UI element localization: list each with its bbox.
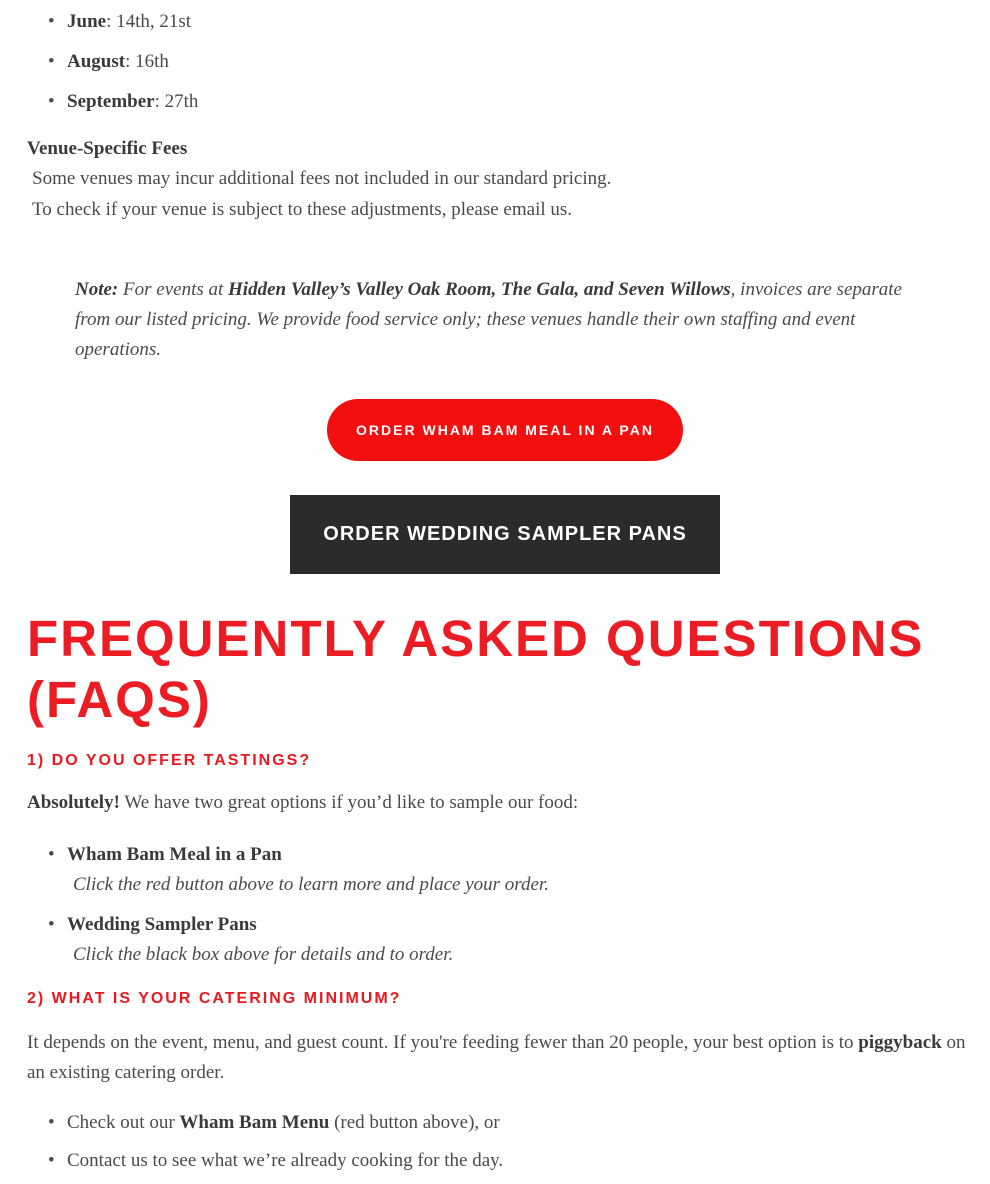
date-month: June [67, 11, 107, 32]
list-item [27, 80, 198, 120]
venue-fees-line: To check if your venue is subject to these adjustments, please email us. [32, 199, 573, 220]
order-wedding-sampler-button[interactable]: ORDER WEDDING SAMPLER PANS [290, 495, 720, 574]
date-days: : 27th [154, 91, 199, 112]
event-dates-list [27, 0, 198, 120]
intro-emphasis: Absolutely! [27, 792, 120, 813]
option-title: Wedding Sampler Pans [67, 914, 257, 935]
note-prefix: For events at [118, 279, 229, 300]
item-text: Contact us to see what we’re already cooking for the day. [67, 1150, 504, 1171]
order-meal-in-a-pan-button[interactable]: ORDER WHAM BAM MEAL IN A PAN [327, 399, 683, 461]
date-days: : 16th [125, 51, 169, 72]
date-month: September [67, 91, 155, 112]
venue-fees-line: Some venues may incur additional fees not included in our standard pricing. [32, 168, 612, 189]
faq-title-line: FREQUENTLY ASKED QUESTIONS [27, 610, 925, 667]
bullet-icon: • [48, 1150, 55, 1171]
faq-answer-intro [27, 792, 578, 814]
bullet-icon: • [48, 914, 55, 935]
list-item [27, 1108, 503, 1146]
bullet-icon: • [48, 91, 55, 112]
item-text: Check out our [67, 1112, 180, 1133]
venue-fees-title: Venue-Specific Fees [27, 138, 188, 159]
faq-question-heading: 1) DO YOU OFFER TASTINGS? [27, 752, 312, 769]
faq-title-line: (FAQS) [27, 671, 212, 728]
faq-answer-paragraph [27, 1028, 972, 1088]
list-item [27, 910, 549, 980]
option-title: Wham Bam Meal in a Pan [67, 844, 282, 865]
venue-note [75, 275, 935, 365]
option-description: Click the black box above for details and to order. [73, 944, 454, 965]
option-description: Click the red button above to learn more and place your order. [73, 874, 549, 895]
note-venues: Hidden Valley’s Valley Oak Room, The Gala, and Seven Willows [228, 279, 731, 300]
date-month: August [67, 51, 126, 72]
list-item [27, 40, 198, 80]
list-item [27, 0, 198, 40]
faq-title [27, 608, 977, 730]
answer-text: on an existing catering order. [27, 1032, 966, 1083]
note-suffix: , invoices are separate from our listed pricing. We provide food service only; these venues handle their own staffing and event operations. [75, 279, 902, 360]
answer-emphasis: piggyback [858, 1032, 942, 1053]
note-label: Note: [75, 279, 119, 300]
date-days: : 14th, 21st [106, 11, 192, 32]
intro-text: We have two great options if you’d like to sample our food: [119, 792, 579, 813]
bullet-icon: • [48, 11, 55, 32]
list-item [27, 1146, 503, 1184]
bullet-icon: • [48, 844, 55, 865]
bullet-icon: • [48, 1112, 55, 1133]
item-text: (red button above), or [329, 1112, 500, 1133]
faq-question-heading: 2) WHAT IS YOUR CATERING MINIMUM? [27, 990, 402, 1007]
list-item [27, 840, 549, 910]
answer-text: It depends on the event, menu, and guest count. If you're feeding fewer than 20 people, your best option is to [27, 1032, 859, 1053]
tasting-options-list [27, 840, 549, 980]
item-emphasis: Wham Bam Menu [179, 1112, 330, 1133]
bullet-icon: • [48, 51, 55, 72]
minimum-options-list [27, 1108, 503, 1184]
